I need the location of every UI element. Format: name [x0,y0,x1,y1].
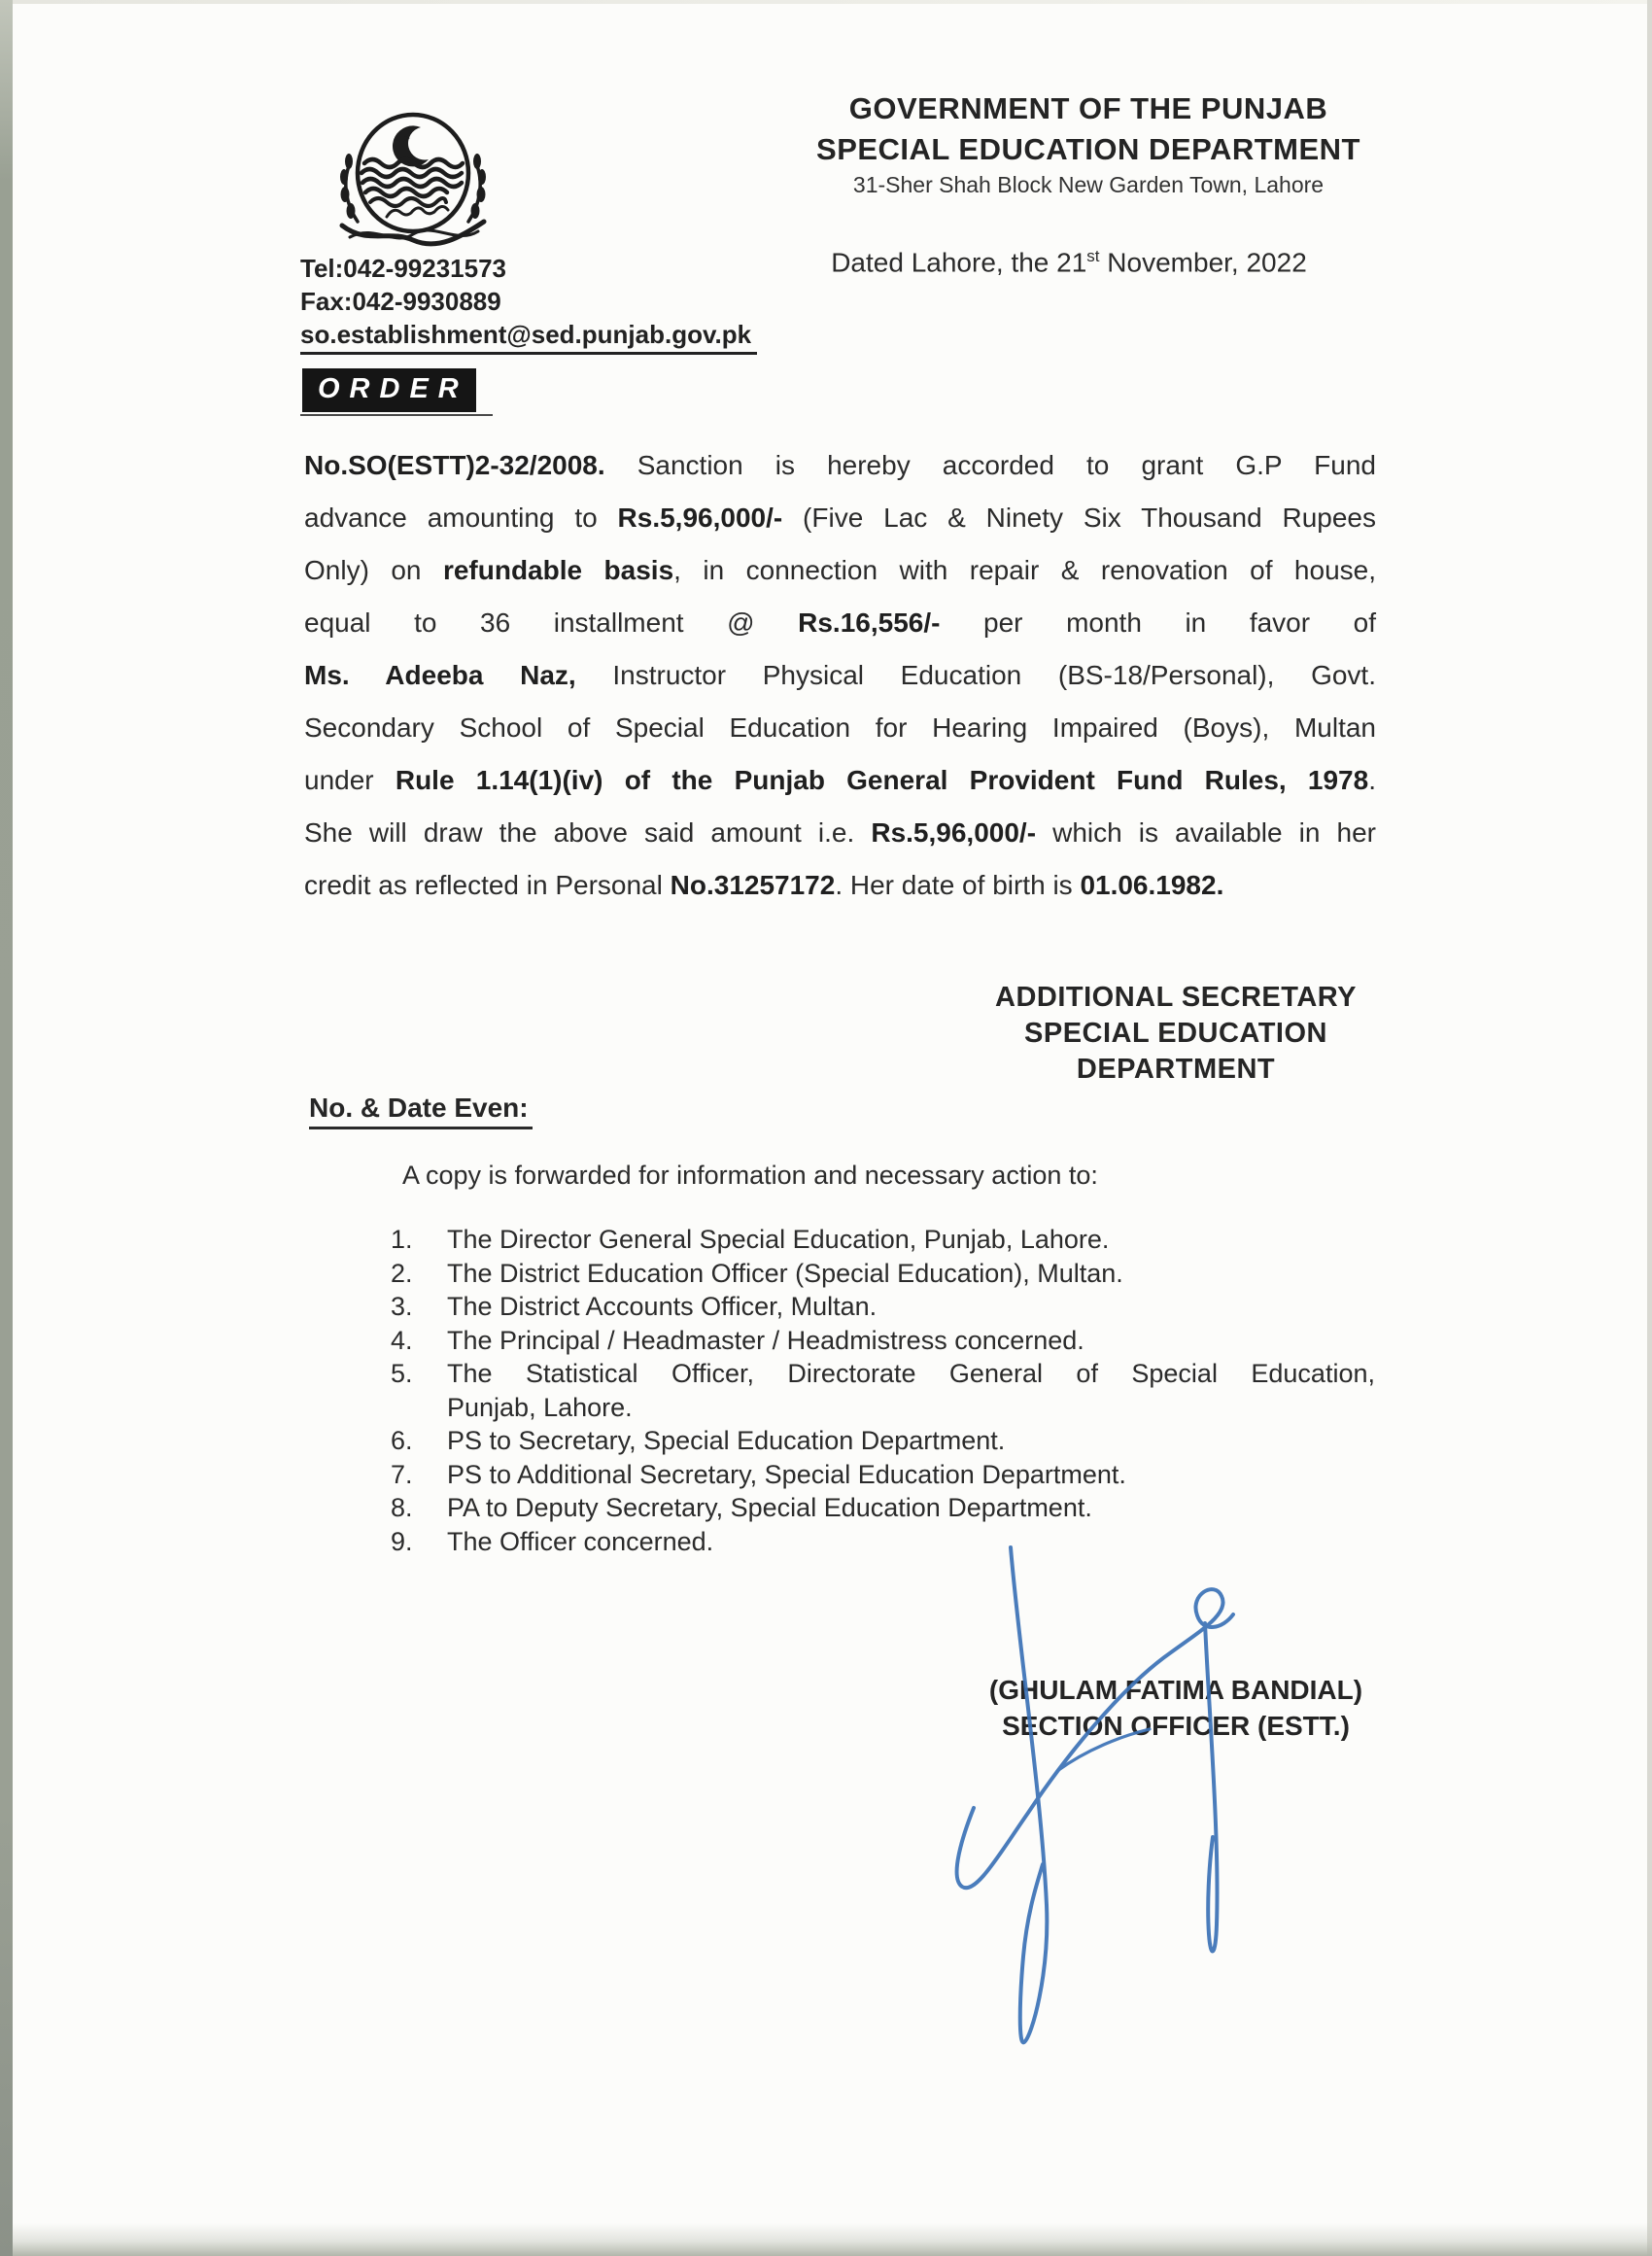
cc-list-item [391,1324,1375,1358]
cc-item-number: 7. [391,1459,413,1489]
cc-item-text: PS to Additional Secretary, Special Education Department. [447,1459,1126,1489]
signatory-line: SPECIAL EDUCATION [1024,1018,1327,1049]
cc-list-item [391,1458,1375,1492]
order-paragraph-line: She will draw the above said amount i.e. Rs.5,96,000/- which is available in her [304,817,1376,848]
cc-item-number: 6. [391,1426,413,1455]
cc-item-number: 9. [391,1526,413,1556]
cc-item-number: 3. [391,1292,413,1321]
scan-edge-left [0,0,13,2256]
contact-block [300,252,757,355]
scan-edge-top [13,0,1652,4]
cc-item-text: PA to Deputy Secretary, Special Education Department. [447,1493,1092,1522]
cc-item-text: The Principal / Headmaster / Headmistress concerned. [447,1325,1084,1355]
signatory-line: ADDITIONAL SECRETARY [995,982,1357,1013]
handwritten-signature [894,1516,1302,2061]
cc-item-number: 8. [391,1493,413,1522]
cc-item-number: 1. [391,1225,413,1254]
department-title: SPECIAL EDUCATION DEPARTMENT [816,132,1360,166]
fax-line: Fax:042-9930889 [300,287,501,316]
order-heading-underline [300,414,493,416]
order-paragraph-line: Secondary School of Special Education for Hearing Impaired (Boys), Multan [304,712,1376,743]
cc-item-number: 5. [391,1359,413,1388]
signatory-line: DEPARTMENT [1076,1054,1276,1085]
dated-ordinal: st [1086,247,1100,265]
department-header [719,91,1458,198]
signatory-block [933,980,1419,1088]
signatory-name: (GHULAM FATIMA BANDIAL) [988,1675,1363,1705]
scan-edge-bottom [13,2223,1652,2256]
order-paragraph-line: credit as reflected in Personal No.31257172. Her date of birth is 01.06.1982. [304,870,1224,900]
cc-list-item [391,1223,1375,1257]
cc-item-text: The Statistical Officer, Directorate General of Special Education, [447,1359,1375,1388]
cc-list-item [391,1290,1375,1324]
scan-edge-right [1647,0,1652,2256]
cc-item-text: PS to Secretary, Special Education Department. [447,1426,1006,1455]
cc-item-text: The District Accounts Officer, Multan. [447,1292,878,1321]
order-paragraph-line: advance amounting to Rs.5,96,000/- (Five Lac & Ninety Six Thousand Rupees [304,503,1376,533]
order-paragraph-line: No.SO(ESTT)2-32/2008. Sanction is hereby accorded to grant G.P Fund [304,450,1376,480]
cc-item-text: The Officer concerned. [447,1526,714,1556]
cc-intro: A copy is forwarded for information and necessary action to: [402,1161,1098,1190]
order-paragraph-line: Ms. Adeeba Naz, Instructor Physical Education (BS-18/Personal), Govt. [304,660,1376,690]
cc-list-item [391,1357,1375,1424]
cc-list [391,1223,1375,1558]
ref-heading: No. & Date Even: [309,1093,533,1129]
cc-item-text: The Director General Special Education, Punjab, Lahore. [447,1225,1110,1254]
government-title: GOVERNMENT OF THE PUNJAB [848,91,1328,125]
order-paragraph-line: equal to 36 installment @ Rs.16,556/- per month in favor of [304,607,1376,638]
signatory-title: SECTION OFFICER (ESTT.) [1002,1711,1350,1741]
email-line: so.establishment@sed.punjab.gov.pk [300,318,757,355]
order-paragraph-line: under Rule 1.14(1)(iv) of the Punjab General Provident Fund Rules, 1978. [304,765,1376,795]
cc-item-number: 4. [391,1325,413,1355]
dated-suffix: November, 2022 [1099,247,1307,278]
punjab-government-crest-logo [321,107,505,262]
cc-list-item [391,1257,1375,1291]
cc-item-number: 2. [391,1258,413,1288]
cc-item-text: The District Education Officer (Special Education), Multan. [447,1258,1123,1288]
cc-item-text: Punjab, Lahore. [447,1392,633,1422]
department-address: 31-Sher Shah Block New Garden Town, Lahore [852,172,1325,197]
order-paragraph-line: Only) on refundable basis, in connection with repair & renovation of house, [304,555,1376,585]
tel-line: Tel:042-99231573 [300,254,507,283]
cc-list-item [391,1424,1375,1458]
dated-line [719,247,1419,278]
order-paragraph [304,439,1376,912]
order-heading: ORDER [302,368,476,412]
dated-prefix: Dated Lahore, the 21 [831,247,1087,278]
